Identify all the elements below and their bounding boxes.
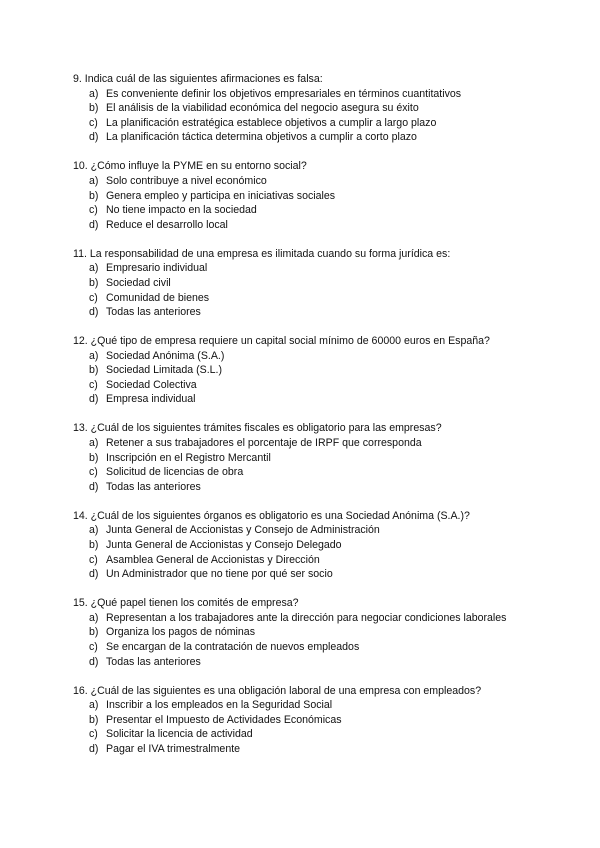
option-list [73,611,540,669]
option-letter: a) [89,349,99,362]
option-text: Sociedad Anónima (S.A.) [106,349,225,362]
option-text: Retener a sus trabajadores el porcentaje de IRPF que corresponda [106,437,422,450]
option-letter: b) [89,713,99,726]
answer-option [73,276,540,291]
option-letter: d) [89,131,99,144]
answer-option [73,378,540,393]
answer-option [73,655,540,670]
option-text: Comunidad de bienes [106,291,210,304]
option-text: Todas las anteriores [106,655,201,668]
answer-option [73,625,540,640]
question-title: 14. ¿Cuál de los siguientes órganos es obligatorio es una Sociedad Anónima (S.A.)? [73,509,470,522]
option-text: Solo contribuye a nivel económico [106,174,267,187]
option-letter: c) [89,728,98,741]
answer-option [73,567,540,582]
question-block [73,72,540,145]
option-letter: a) [89,437,99,450]
option-text: Pagar el IVA trimestralmente [106,742,241,755]
answer-option [73,101,540,116]
option-text: Un Administrador que no tiene por qué ser socio [106,568,333,581]
option-text: Representan a los trabajadores ante la dirección para negociar condiciones laborales [106,611,507,624]
question-block [73,159,540,232]
answer-option [73,116,540,131]
option-text: Empresa individual [106,393,196,406]
option-text: El análisis de la viabilidad económica del negocio asegura su éxito [106,102,419,115]
option-text: Presentar el Impuesto de Actividades Económicas [106,713,342,726]
answer-option [73,436,540,451]
option-text: Se encargan de la contratación de nuevos empleados [106,640,360,653]
answer-option [73,261,540,276]
option-text: La planificación estratégica establece objetivos a cumplir a largo plazo [106,116,437,129]
option-text: Solicitar la licencia de actividad [106,728,253,741]
option-text: Junta General de Accionistas y Consejo de Administración [106,524,380,537]
option-letter: d) [89,655,99,668]
option-text: Genera empleo y participa en iniciativas sociales [106,189,336,202]
option-letter: c) [89,553,98,566]
option-text: Sociedad Limitada (S.L.) [106,364,223,377]
option-letter: d) [89,393,99,406]
option-letter: a) [89,699,99,712]
option-letter: d) [89,306,99,319]
option-letter: a) [89,262,99,275]
option-text: Sociedad civil [106,276,171,289]
option-text: Solicitud de licencias de obra [106,466,244,479]
option-text: Es conveniente definir los objetivos empresariales en términos cuantitativos [106,87,462,100]
option-text: Junta General de Accionistas y Consejo Delegado [106,538,342,551]
option-letter: c) [89,378,98,391]
answer-option [73,523,540,538]
answer-option [73,538,540,553]
option-list [73,261,540,319]
option-letter: b) [89,102,99,115]
option-letter: c) [89,204,98,217]
option-letter: b) [89,364,99,377]
question-block [73,684,540,757]
answer-option [73,727,540,742]
question-title: 13. ¿Cuál de los siguientes trámites fiscales es obligatorio para las empresas? [73,422,442,435]
question-block [73,334,540,407]
answer-option [73,218,540,233]
option-list [73,436,540,494]
question-title: 16. ¿Cuál de las siguientes es una obligación laboral de una empresa con empleados? [73,684,482,697]
option-text: Inscribir a los empleados en la Seguridad Social [106,699,333,712]
answer-option [73,189,540,204]
option-letter: c) [89,291,98,304]
answer-option [73,698,540,713]
option-list [73,349,540,407]
option-letter: c) [89,116,98,129]
answer-option [73,553,540,568]
answer-option [73,392,540,407]
option-letter: d) [89,568,99,581]
answer-option [73,640,540,655]
option-list [73,698,540,756]
option-text: No tiene impacto en la sociedad [106,204,257,217]
option-list [73,523,540,581]
option-list [73,87,540,145]
option-letter: b) [89,451,99,464]
option-text: Inscripción en el Registro Mercantil [106,451,271,464]
question-block [73,247,540,320]
question-title: 12. ¿Qué tipo de empresa requiere un capital social mínimo de 60000 euros en España? [73,335,490,348]
answer-option [73,87,540,102]
question-block [73,596,540,669]
option-letter: d) [89,742,99,755]
question-title: 10. ¿Cómo influye la PYME en su entorno social? [73,160,307,173]
option-letter: a) [89,611,99,624]
question-block [73,421,540,494]
option-text: Sociedad Colectiva [106,378,197,391]
option-text: Todas las anteriores [106,480,201,493]
answer-option [73,742,540,757]
answer-option [73,480,540,495]
option-letter: b) [89,276,99,289]
answer-option [73,611,540,626]
option-letter: c) [89,640,98,653]
option-text: La planificación táctica determina objetivos a cumplir a corto plazo [106,131,417,144]
option-letter: b) [89,189,99,202]
question-title: 15. ¿Qué papel tienen los comités de empresa? [73,597,299,610]
option-text: Organiza los pagos de nóminas [106,626,255,639]
option-letter: d) [89,218,99,231]
question-list [73,72,540,756]
answer-option [73,363,540,378]
answer-option [73,465,540,480]
answer-option [73,291,540,306]
question-block [73,509,540,582]
option-letter: b) [89,538,99,551]
option-letter: a) [89,524,99,537]
option-letter: d) [89,480,99,493]
option-list [73,174,540,232]
option-letter: a) [89,174,99,187]
option-text: Empresario individual [106,262,208,275]
question-title: 11. La responsabilidad de una empresa es ilimitada cuando su forma jurídica es: [73,247,451,260]
option-text: Todas las anteriores [106,306,201,319]
option-text: Reduce el desarrollo local [106,218,228,231]
option-letter: a) [89,87,99,100]
option-letter: b) [89,626,99,639]
answer-option [73,305,540,320]
answer-option [73,451,540,466]
option-text: Asamblea General de Accionistas y Dirección [106,553,320,566]
answer-option [73,203,540,218]
answer-option [73,713,540,728]
option-letter: c) [89,466,98,479]
answer-option [73,130,540,145]
answer-option [73,349,540,364]
question-title: 9. Indica cuál de las siguientes afirmaciones es falsa: [73,73,323,85]
answer-option [73,174,540,189]
